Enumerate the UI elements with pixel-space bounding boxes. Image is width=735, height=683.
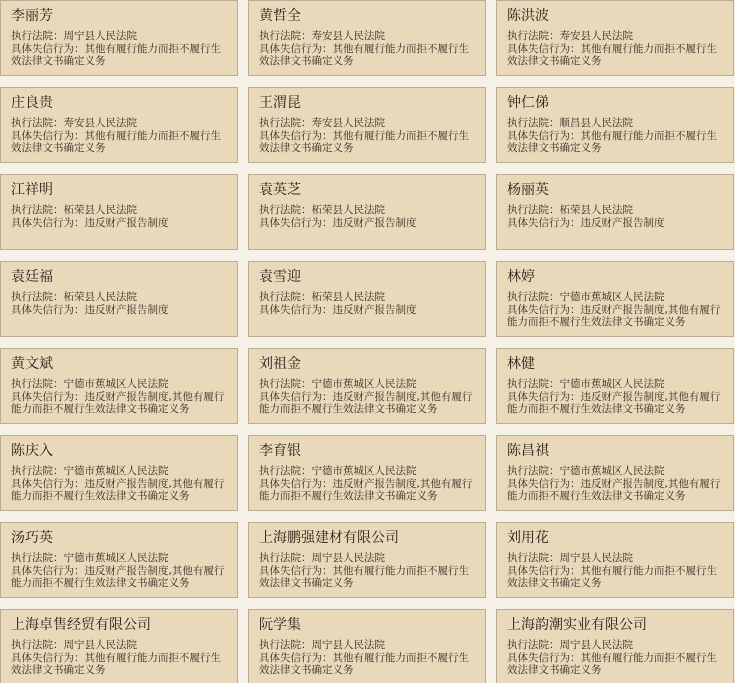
person-name[interactable]: 刘用花 [507, 530, 549, 546]
behavior-line [11, 130, 227, 155]
court-line [507, 117, 723, 130]
court-label: 执行法院： [259, 639, 312, 651]
behavior-label: 具体失信行为： [259, 42, 333, 55]
behavior-value: 违反财产报告制度,其他有履行能力而拒不履行生效法律文书确定义务 [11, 564, 225, 589]
person-name[interactable]: 陈昌祺 [507, 443, 549, 459]
court-value: 寿安县人民法院 [63, 117, 137, 129]
person-name[interactable]: 袁廷福 [11, 269, 53, 285]
court-label: 执行法院： [259, 30, 312, 42]
behavior-line [11, 478, 227, 503]
behavior-label: 具体失信行为： [507, 216, 581, 229]
person-name[interactable]: 黄哲全 [259, 8, 301, 24]
behavior-value: 其他有履行能力而拒不履行生效法律文书确定义务 [507, 651, 717, 676]
person-card[interactable] [248, 0, 486, 76]
court-line [507, 30, 723, 43]
person-card[interactable] [0, 261, 238, 337]
person-card[interactable] [248, 522, 486, 598]
behavior-label: 具体失信行为： [259, 303, 333, 316]
court-value: 宁德市蕉城区人民法院 [311, 378, 417, 390]
person-name[interactable]: 庄良贵 [11, 95, 53, 111]
court-label: 执行法院： [11, 30, 64, 42]
person-card[interactable] [248, 261, 486, 337]
person-card[interactable] [496, 174, 734, 250]
behavior-line [259, 565, 475, 590]
court-line [11, 378, 227, 391]
court-label: 执行法院： [259, 378, 312, 390]
court-label: 执行法院： [11, 552, 64, 564]
court-label: 执行法院： [507, 204, 560, 216]
court-value: 周宁县人民法院 [311, 552, 385, 564]
behavior-label: 具体失信行为： [507, 390, 581, 403]
behavior-label: 具体失信行为： [259, 564, 333, 577]
person-name[interactable]: 江祥明 [11, 182, 53, 198]
behavior-line [507, 304, 723, 329]
court-value: 宁德市蕉城区人民法院 [559, 465, 665, 477]
court-label: 执行法院： [507, 291, 560, 303]
court-value: 周宁县人民法院 [559, 639, 633, 651]
behavior-label: 具体失信行为： [259, 129, 333, 142]
court-value: 周宁县人民法院 [559, 552, 633, 564]
person-name[interactable]: 杨丽英 [507, 182, 549, 198]
behavior-label: 具体失信行为： [507, 564, 581, 577]
behavior-value: 违反财产报告制度,其他有履行能力而拒不履行生效法律文书确定义务 [507, 477, 721, 502]
person-card[interactable] [496, 435, 734, 511]
behavior-line [11, 565, 227, 590]
behavior-line [507, 43, 723, 68]
court-label: 执行法院： [259, 117, 312, 129]
court-line [11, 465, 227, 478]
court-value: 柘荣县人民法院 [63, 291, 137, 303]
court-line [11, 30, 227, 43]
behavior-label: 具体失信行为： [507, 42, 581, 55]
person-card[interactable] [248, 87, 486, 163]
behavior-value: 违反财产报告制度,其他有履行能力而拒不履行生效法律文书确定义务 [259, 390, 473, 415]
behavior-line [259, 43, 475, 68]
behavior-label: 具体失信行为： [259, 651, 333, 664]
behavior-value: 其他有履行能力而拒不履行生效法律文书确定义务 [259, 564, 469, 589]
court-value: 柘荣县人民法院 [63, 204, 137, 216]
court-value: 柘荣县人民法院 [311, 204, 385, 216]
behavior-label: 具体失信行为： [11, 42, 85, 55]
court-label: 执行法院： [507, 552, 560, 564]
behavior-label: 具体失信行为： [11, 390, 85, 403]
court-value: 柘荣县人民法院 [559, 204, 633, 216]
person-name[interactable]: 阮学集 [259, 617, 301, 633]
court-value: 周宁县人民法院 [63, 639, 137, 651]
behavior-value: 违反财产报告制度,其他有履行能力而拒不履行生效法律文书确定义务 [11, 390, 225, 415]
behavior-line [507, 217, 723, 230]
behavior-value: 其他有履行能力而拒不履行生效法律文书确定义务 [507, 42, 717, 67]
behavior-line [259, 304, 475, 317]
person-card[interactable] [248, 435, 486, 511]
person-name[interactable]: 刘祖金 [259, 356, 301, 372]
behavior-line [259, 652, 475, 677]
behavior-value: 违反财产报告制度 [580, 216, 665, 229]
court-line [507, 639, 723, 652]
behavior-value: 其他有履行能力而拒不履行生效法律文书确定义务 [11, 129, 221, 154]
behavior-label: 具体失信行为： [11, 564, 85, 577]
behavior-line [259, 391, 475, 416]
person-name[interactable]: 汤巧英 [11, 530, 53, 546]
behavior-label: 具体失信行为： [507, 129, 581, 142]
person-name[interactable]: 上海韵潮实业有限公司 [507, 617, 647, 633]
court-line [507, 552, 723, 565]
court-label: 执行法院： [507, 117, 560, 129]
behavior-label: 具体失信行为： [11, 303, 85, 316]
behavior-value: 其他有履行能力而拒不履行生效法律文书确定义务 [259, 651, 469, 676]
court-line [11, 552, 227, 565]
person-card[interactable] [248, 174, 486, 250]
person-card[interactable] [496, 87, 734, 163]
court-line [259, 552, 475, 565]
person-card[interactable] [496, 0, 734, 76]
behavior-value: 其他有履行能力而拒不履行生效法律文书确定义务 [11, 651, 221, 676]
person-card[interactable] [248, 348, 486, 424]
person-name[interactable]: 上海卓售经贸有限公司 [11, 617, 151, 633]
court-value: 宁德市蕉城区人民法院 [559, 378, 665, 390]
behavior-label: 具体失信行为： [11, 477, 85, 490]
person-card[interactable] [248, 609, 486, 683]
court-label: 执行法院： [11, 378, 64, 390]
court-line [259, 291, 475, 304]
behavior-line [11, 652, 227, 677]
behavior-label: 具体失信行为： [259, 477, 333, 490]
behavior-value: 违反财产报告制度 [84, 216, 169, 229]
court-label: 执行法院： [11, 204, 64, 216]
court-line [11, 291, 227, 304]
person-name[interactable]: 袁英芝 [259, 182, 301, 198]
court-value: 寿安县人民法院 [559, 30, 633, 42]
behavior-line [11, 217, 227, 230]
behavior-value: 违反财产报告制度 [332, 216, 417, 229]
behavior-line [507, 391, 723, 416]
behavior-label: 具体失信行为： [507, 477, 581, 490]
court-label: 执行法院： [507, 465, 560, 477]
behavior-line [507, 565, 723, 590]
court-label: 执行法院： [507, 30, 560, 42]
behavior-label: 具体失信行为： [11, 129, 85, 142]
court-label: 执行法院： [11, 639, 64, 651]
court-value: 寿安县人民法院 [311, 30, 385, 42]
court-label: 执行法院： [11, 465, 64, 477]
person-card[interactable] [0, 174, 238, 250]
court-value: 宁德市蕉城区人民法院 [311, 465, 417, 477]
behavior-line [259, 130, 475, 155]
person-name[interactable]: 林婷 [507, 269, 535, 285]
court-label: 执行法院： [507, 378, 560, 390]
court-line [507, 204, 723, 217]
person-name[interactable]: 钟仁俤 [507, 95, 549, 111]
behavior-line [259, 478, 475, 503]
person-name[interactable]: 上海鹏强建材有限公司 [259, 530, 399, 546]
court-line [507, 378, 723, 391]
person-card[interactable] [0, 522, 238, 598]
person-card[interactable] [0, 87, 238, 163]
behavior-value: 违反财产报告制度 [84, 303, 169, 316]
behavior-line [11, 304, 227, 317]
person-name[interactable]: 李丽芳 [11, 8, 53, 24]
behavior-line [259, 217, 475, 230]
person-card[interactable] [0, 609, 238, 683]
behavior-label: 具体失信行为： [11, 216, 85, 229]
person-name[interactable]: 黄文斌 [11, 356, 53, 372]
court-line [507, 291, 723, 304]
person-name[interactable]: 王渭昆 [259, 95, 301, 111]
person-card[interactable] [496, 348, 734, 424]
behavior-value: 其他有履行能力而拒不履行生效法律文书确定义务 [507, 564, 717, 589]
person-card[interactable] [496, 261, 734, 337]
behavior-label: 具体失信行为： [259, 390, 333, 403]
behavior-value: 违反财产报告制度,其他有履行能力而拒不履行生效法律文书确定义务 [507, 390, 721, 415]
behavior-value: 其他有履行能力而拒不履行生效法律文书确定义务 [259, 42, 469, 67]
behavior-value: 违反财产报告制度 [332, 303, 417, 316]
court-value: 宁德市蕉城区人民法院 [63, 378, 169, 390]
court-value: 周宁县人民法院 [63, 30, 137, 42]
behavior-line [507, 652, 723, 677]
behavior-label: 具体失信行为： [507, 651, 581, 664]
person-name[interactable]: 李育银 [259, 443, 301, 459]
court-value: 顺昌县人民法院 [559, 117, 633, 129]
court-line [11, 204, 227, 217]
court-line [259, 117, 475, 130]
court-value: 宁德市蕉城区人民法院 [63, 552, 169, 564]
court-line [507, 465, 723, 478]
person-card[interactable] [0, 0, 238, 76]
court-line [259, 465, 475, 478]
behavior-line [507, 130, 723, 155]
court-value: 柘荣县人民法院 [311, 291, 385, 303]
person-name[interactable]: 袁雪迎 [259, 269, 301, 285]
court-value: 寿安县人民法院 [311, 117, 385, 129]
behavior-value: 其他有履行能力而拒不履行生效法律文书确定义务 [259, 129, 469, 154]
court-line [11, 639, 227, 652]
behavior-value: 违反财产报告制度,其他有履行能力而拒不履行生效法律文书确定义务 [259, 477, 473, 502]
person-name[interactable]: 陈庆入 [11, 443, 53, 459]
behavior-value: 其他有履行能力而拒不履行生效法律文书确定义务 [507, 129, 717, 154]
court-label: 执行法院： [259, 465, 312, 477]
person-card[interactable] [0, 348, 238, 424]
court-line [259, 378, 475, 391]
court-label: 执行法院： [259, 291, 312, 303]
behavior-label: 具体失信行为： [507, 303, 581, 316]
court-line [259, 204, 475, 217]
behavior-line [11, 43, 227, 68]
court-label: 执行法院： [507, 639, 560, 651]
person-card[interactable] [496, 522, 734, 598]
court-label: 执行法院： [259, 204, 312, 216]
behavior-label: 具体失信行为： [259, 216, 333, 229]
court-line [259, 639, 475, 652]
court-line [259, 30, 475, 43]
court-label: 执行法院： [259, 552, 312, 564]
person-name[interactable]: 林健 [507, 356, 535, 372]
behavior-value: 其他有履行能力而拒不履行生效法律文书确定义务 [11, 42, 221, 67]
person-card[interactable] [0, 435, 238, 511]
court-value: 宁德市蕉城区人民法院 [559, 291, 665, 303]
behavior-line [11, 391, 227, 416]
person-card[interactable] [496, 609, 734, 683]
court-value: 宁德市蕉城区人民法院 [63, 465, 169, 477]
behavior-value: 违反财产报告制度,其他有履行能力而拒不履行生效法律文书确定义务 [11, 477, 225, 502]
person-name[interactable]: 陈洪波 [507, 8, 549, 24]
behavior-label: 具体失信行为： [11, 651, 85, 664]
behavior-line [507, 478, 723, 503]
behavior-value: 违反财产报告制度,其他有履行能力而拒不履行生效法律文书确定义务 [507, 303, 721, 328]
court-label: 执行法院： [11, 117, 64, 129]
court-value: 周宁县人民法院 [311, 639, 385, 651]
court-label: 执行法院： [11, 291, 64, 303]
court-line [11, 117, 227, 130]
